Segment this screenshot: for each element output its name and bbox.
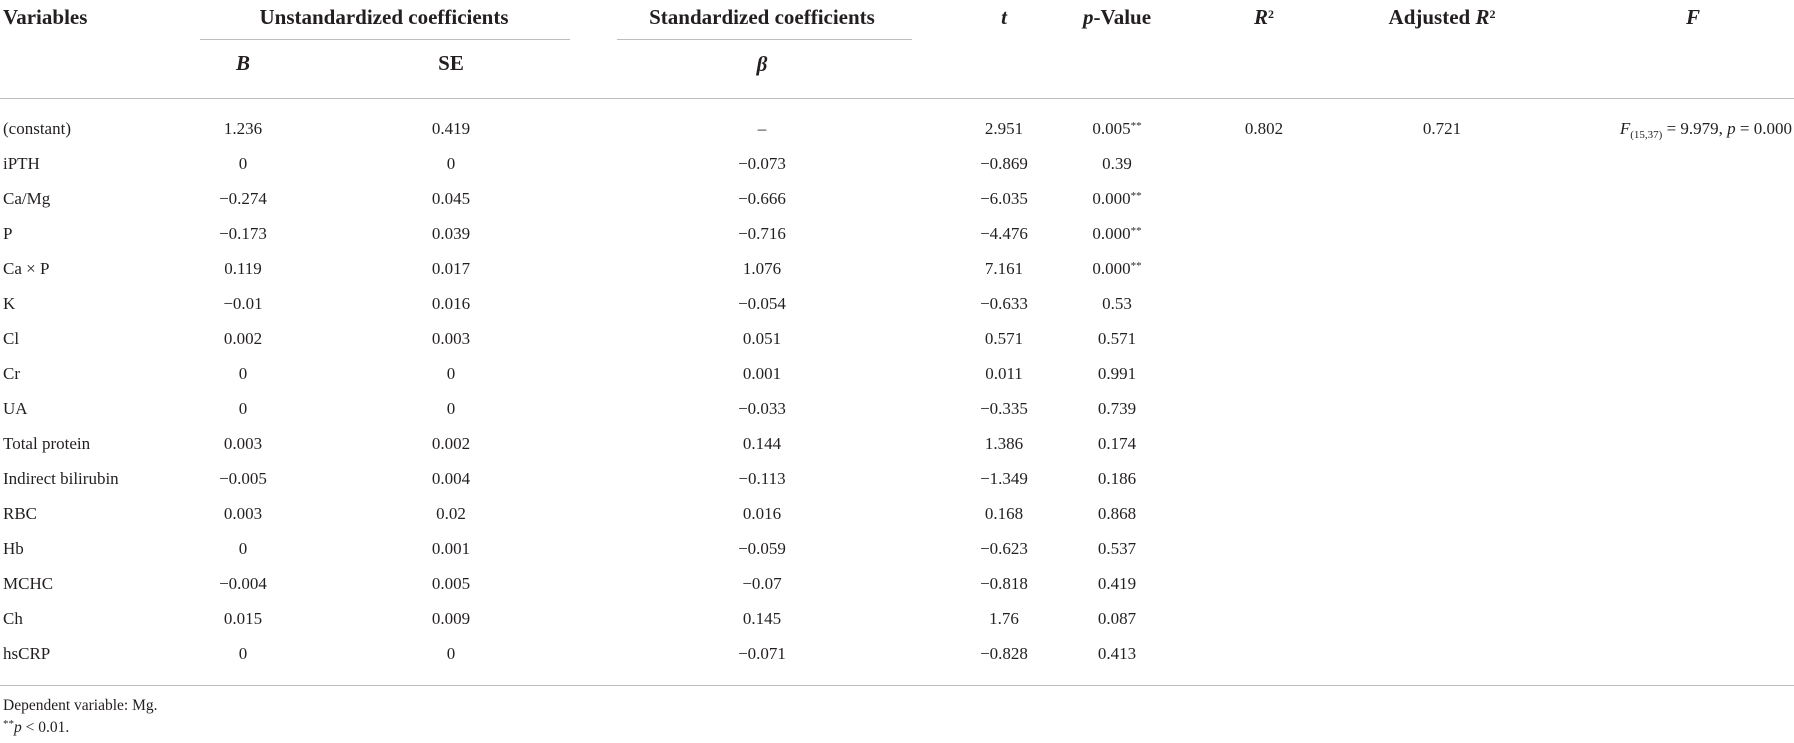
p-value <box>1102 293 1132 315</box>
p-value <box>1098 573 1136 595</box>
se-value: 0.002 <box>431 434 471 453</box>
variable-name: RBC <box>3 504 38 523</box>
p-value <box>1098 608 1136 630</box>
beta-value: −0.054 <box>738 294 786 313</box>
footnote-sig-rest: < 0.01. <box>21 719 70 736</box>
beta-value: −0.033 <box>738 399 786 418</box>
se-value: 0.039 <box>431 224 471 243</box>
se-value: 0.005 <box>431 574 471 593</box>
b-value: 0.015 <box>223 609 263 628</box>
variable-name: Total protein <box>3 434 91 453</box>
beta-value: 1.076 <box>742 259 782 278</box>
beta-value: −0.666 <box>738 189 786 208</box>
header-r2-base: R <box>1253 5 1269 29</box>
p-value-number: 0.571 <box>1097 329 1137 348</box>
b-value: 0.003 <box>223 434 263 453</box>
header-r2-sup: 2 <box>1268 7 1275 21</box>
beta-value: 0.144 <box>742 434 782 453</box>
header-se: SE <box>438 51 464 75</box>
header-adj-base: R <box>1475 5 1490 29</box>
variable-name: P <box>3 224 13 243</box>
b-value: 0.003 <box>223 504 263 523</box>
b-value: 0.119 <box>224 259 262 278</box>
b-value: 0.002 <box>223 329 263 348</box>
p-value-number: 0.087 <box>1097 609 1137 628</box>
t-value: −0.818 <box>980 574 1028 593</box>
f-value: = 9.979, <box>1662 119 1728 138</box>
table-bottom-rule <box>0 685 1794 686</box>
t-value: −1.349 <box>980 469 1028 488</box>
variable-name: Cr <box>3 364 20 383</box>
se-value: 0.045 <box>431 189 471 208</box>
p-value-number: 0.000 <box>1092 259 1131 278</box>
beta-value: −0.113 <box>738 469 786 488</box>
unstandardized-group-rule <box>200 39 570 40</box>
se-value: 0.017 <box>431 259 471 278</box>
p-value <box>1092 223 1141 245</box>
p-value <box>1102 153 1132 175</box>
beta-value: 0.016 <box>742 504 782 523</box>
t-value: 1.386 <box>984 434 1024 453</box>
se-value: 0 <box>446 364 456 383</box>
variable-name: UA <box>3 399 28 418</box>
adjusted-r-squared-value: 0.721 <box>1422 119 1462 138</box>
beta-value: −0.059 <box>738 539 786 558</box>
header-variables: Variables <box>3 5 88 29</box>
se-value: 0 <box>446 644 456 663</box>
header-adjusted-r-squared <box>1389 4 1496 30</box>
header-p-rest: -Value <box>1093 5 1152 29</box>
t-value: 2.951 <box>984 119 1024 138</box>
b-value: 1.236 <box>223 119 263 138</box>
p-value <box>1098 503 1136 525</box>
beta-value: 0.051 <box>742 329 782 348</box>
p-value-number: 0.413 <box>1097 644 1137 663</box>
header-bottom-rule <box>0 98 1794 99</box>
b-value: −0.004 <box>219 574 267 593</box>
t-value: −0.828 <box>980 644 1028 663</box>
variable-name: Indirect bilirubin <box>3 469 119 488</box>
header-adj-text: Adjusted <box>1388 5 1476 29</box>
footnote-p-letter: p <box>14 719 22 736</box>
t-value: −0.623 <box>980 539 1028 558</box>
variable-name: Ca/Mg <box>3 189 51 208</box>
significance-mark: ** <box>1130 225 1142 237</box>
se-value: 0.419 <box>431 119 471 138</box>
variable-name: hsCRP <box>3 644 51 663</box>
variable-name: (constant) <box>3 119 71 138</box>
se-value: 0.02 <box>436 504 466 523</box>
p-value-number: 0.000 <box>1092 189 1131 208</box>
se-value: 0.003 <box>431 329 471 348</box>
footnote-significance <box>3 718 69 738</box>
p-value-number: 0.419 <box>1097 574 1137 593</box>
t-value: 0.571 <box>984 329 1024 348</box>
p-value <box>1098 643 1136 665</box>
b-value: −0.01 <box>223 294 263 313</box>
se-value: 0.016 <box>431 294 471 313</box>
beta-value: 0.145 <box>742 609 782 628</box>
header-r-squared <box>1254 4 1274 30</box>
p-value-number: 0.991 <box>1097 364 1137 383</box>
p-value-number: 0.537 <box>1097 539 1137 558</box>
f-df: (15,37) <box>1630 129 1663 141</box>
p-value-number: 0.53 <box>1102 294 1132 313</box>
b-value: 0 <box>238 154 248 173</box>
b-value: 0 <box>238 399 248 418</box>
se-value: 0.004 <box>431 469 471 488</box>
beta-value: −0.716 <box>738 224 786 243</box>
t-value: 0.011 <box>985 364 1023 383</box>
b-value: 0 <box>238 539 248 558</box>
significance-mark: ** <box>1130 260 1142 272</box>
beta-value: – <box>757 119 767 138</box>
b-value: 0 <box>238 644 248 663</box>
beta-value: −0.07 <box>742 574 782 593</box>
t-value: −0.869 <box>980 154 1028 173</box>
significance-mark: ** <box>1130 190 1142 202</box>
p-value <box>1098 433 1136 455</box>
significance-mark: ** <box>1130 120 1142 132</box>
p-value <box>1092 118 1141 140</box>
se-value: 0 <box>446 154 456 173</box>
header-t: t <box>1001 5 1007 29</box>
footnote-dependent-variable: Dependent variable: Mg. <box>3 697 158 714</box>
header-p-italic: p <box>1082 5 1094 29</box>
variable-name: Cl <box>3 329 20 348</box>
t-value: −4.476 <box>980 224 1028 243</box>
p-value <box>1098 398 1136 420</box>
p-value-number: 0.186 <box>1097 469 1137 488</box>
t-value: −6.035 <box>980 189 1028 208</box>
p-value <box>1098 538 1136 560</box>
header-b: B <box>235 51 251 75</box>
p-value-number: 0.005 <box>1092 119 1131 138</box>
header-f: F <box>1685 5 1701 29</box>
standardized-group-rule <box>617 39 912 40</box>
t-value: 0.168 <box>984 504 1024 523</box>
p-value-number: 0.739 <box>1097 399 1137 418</box>
p-value-number: 0.174 <box>1097 434 1137 453</box>
p-value <box>1098 468 1136 490</box>
p-value <box>1098 363 1136 385</box>
t-value: 1.76 <box>989 609 1019 628</box>
variable-name: Hb <box>3 539 24 558</box>
t-value: −0.335 <box>980 399 1028 418</box>
se-value: 0.001 <box>431 539 471 558</box>
t-value: 7.161 <box>984 259 1024 278</box>
header-beta: β <box>756 52 768 76</box>
header-adj-sup: 2 <box>1489 7 1496 21</box>
variable-name: MCHC <box>3 574 54 593</box>
f-p-letter: p <box>1727 119 1736 138</box>
p-value <box>1092 188 1141 210</box>
p-value-number: 0.868 <box>1097 504 1137 523</box>
header-unstandardized-coefficients: Unstandardized coefficients <box>259 5 509 29</box>
variable-name: Ca × P <box>3 259 50 278</box>
beta-value: 0.001 <box>742 364 782 383</box>
t-value: −0.633 <box>980 294 1028 313</box>
se-value: 0 <box>446 399 456 418</box>
p-value <box>1098 328 1136 350</box>
se-value: 0.009 <box>431 609 471 628</box>
header-standardized-coefficients: Standardized coefficients <box>649 5 875 29</box>
p-value <box>1092 258 1141 280</box>
f-statistic-value <box>1620 118 1792 140</box>
header-p-value <box>1083 4 1151 30</box>
f-p-value: = 0.000 <box>1735 119 1792 138</box>
footnote-sig-mark: ** <box>3 718 14 730</box>
beta-value: −0.073 <box>738 154 786 173</box>
variable-name: K <box>3 294 16 313</box>
b-value: −0.005 <box>219 469 267 488</box>
p-value-number: 0.39 <box>1102 154 1132 173</box>
beta-value: −0.071 <box>738 644 786 663</box>
b-value: −0.173 <box>219 224 267 243</box>
f-letter: F <box>1619 119 1631 138</box>
variable-name: Ch <box>3 609 23 628</box>
variable-name: iPTH <box>3 154 40 173</box>
b-value: −0.274 <box>219 189 267 208</box>
p-value-number: 0.000 <box>1092 224 1131 243</box>
b-value: 0 <box>238 364 248 383</box>
r-squared-value: 0.802 <box>1244 119 1284 138</box>
